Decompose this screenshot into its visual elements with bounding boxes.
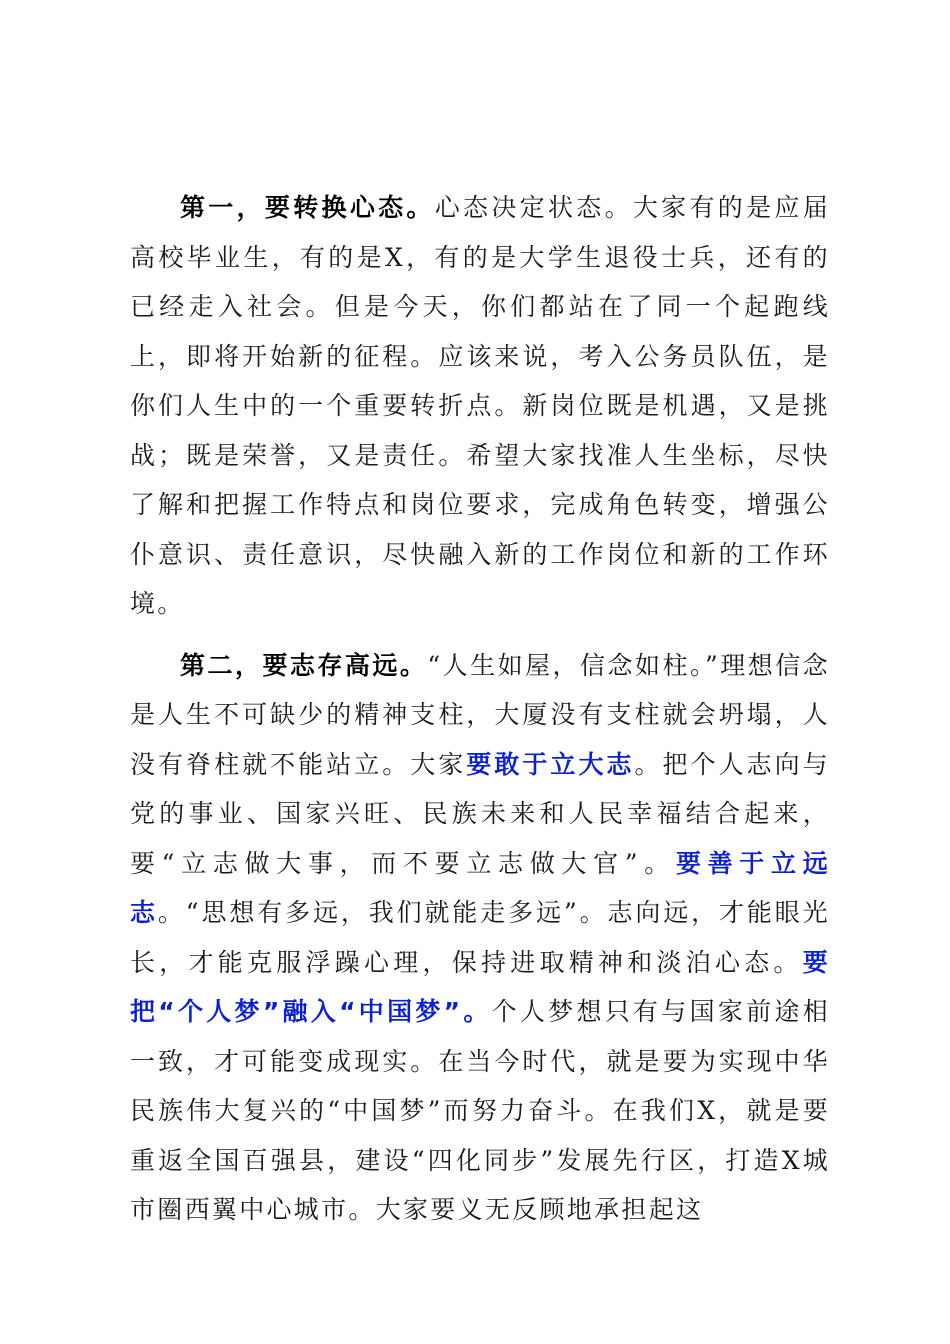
document-body xyxy=(130,183,830,1235)
highlight-dare-big-ambition: 要敢于立大志 xyxy=(466,749,635,779)
paragraph-1-lead: 第一，要转换心态。 xyxy=(180,193,435,222)
paragraph-2-text-4: 个人梦想只有与国家前途相一致，才可能变成现实。在当今时代，就是要为实现中华民族伟大复兴的“中国梦”而努力奋斗。在我们X，就是要重返全国百强县，建设“四化同步”发展先行区，打造X城市圈西翼中心城市。大家要义无反顾地承担起这 xyxy=(130,997,830,1224)
paragraph-2-text-3: 。“思想有多远，我们就能走多远”。志向远，才能眼光长，才能克服浮躁心理，保持进取精神和淡泊心态。 xyxy=(130,898,830,977)
paragraph-1 xyxy=(130,183,830,629)
highlight-far-ambition: 要善于立远志 xyxy=(130,848,830,927)
paragraph-1-text: 心态决定状态。大家有的是应届高校毕业生，有的是X，有的是大学生退役士兵，还有的已经走入社会。但是今天，你们都站在了同一个起跑线上，即将开始新的征程。应该来说，考入公务员队伍，是你们人生中的一个重要转折点。新岗位既是机遇，又是挑战；既是荣誉，又是责任。希望大家找准人生坐标，尽快了解和把握工作特点和岗位要求，完成角色转变，增强公仆意识、责任意识，尽快融入新的工作岗位和新的工作环境。 xyxy=(130,193,831,618)
paragraph-2 xyxy=(130,641,830,1235)
highlight-china-dream: 要把“个人梦”融入“中国梦”。 xyxy=(130,947,830,1026)
paragraph-2-text-2: 。把个人志向与党的事业、国家兴旺、民族未来和人民幸福结合起来，要“立志做大事，而不要立志做大官”。 xyxy=(130,749,830,878)
paragraph-2-text-1: “人生如屋，信念如柱。”理想信念是人生不可缺少的精神支柱，大厦没有支柱就会坍塌，人没有脊柱就不能站立。大家 xyxy=(130,650,830,779)
paragraph-2-lead: 第二，要志存高远。 xyxy=(180,650,428,680)
